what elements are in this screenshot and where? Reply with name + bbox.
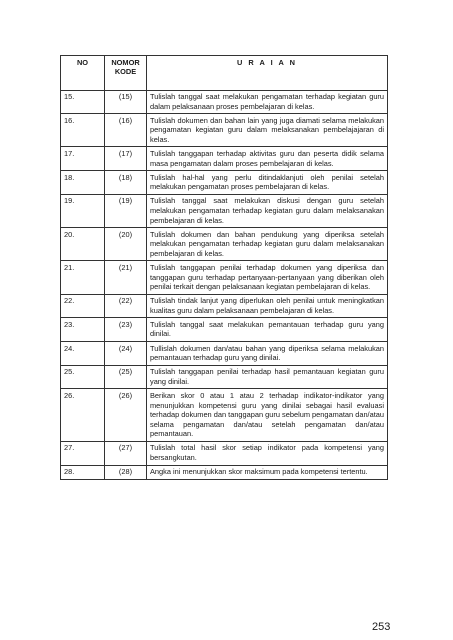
row-number: 15. [61,90,105,114]
table-row [61,342,388,366]
row-number: 17. [61,147,105,171]
row-number: 23. [61,318,105,342]
row-description: Tulislah tanggal saat melakukan pengamatan terhadap kegiatan guru dalam pelaksanaan proses pembelajaran di kelas. [147,90,388,114]
row-number: 16. [61,114,105,147]
row-code: (23) [105,318,147,342]
row-number: 25. [61,365,105,389]
row-description: Tulislah total hasil skor setiap indikator pada kompetensi yang bersangkutan. [147,441,388,465]
row-number: 18. [61,171,105,195]
header-nomor-kode: NOMOR KODE [105,56,147,91]
row-code: (19) [105,194,147,227]
table-row [61,441,388,465]
row-description: Tulislah hal-hal yang perlu ditindaklanjuti oleh penilai setelah melakukan pengamatan proses pembelajaran di kelas. [147,171,388,195]
row-description: Tulislah dokumen dan bahan lain yang juga diamati selama melakukan pengamatan kegiatan guru dalam melaksanakan pembelajajaran di kelas. [147,114,388,147]
table-row [61,465,388,479]
table-header-row [61,56,388,91]
row-code: (17) [105,147,147,171]
table-row [61,194,388,227]
table-row [61,294,388,318]
row-description: Tulislah tanggapan penilai terhadap dokumen yang diperiksa dan tanggapan guru terhadap pertanyaan-pertanyaan yang diberikan oleh penilai terkait dengan pelaksanaan kegiatan pembelajaran di kelas. [147,261,388,294]
row-code: (27) [105,441,147,465]
table-row [61,114,388,147]
header-no: NO [61,56,105,91]
row-description: Tullislah dokumen dan/atau bahan yang diperiksa selama melakukan pemantauan terhadap guru yang dinilai. [147,342,388,366]
row-description: Tulislah dokumen dan bahan pendukung yang diperiksa setelah melakukan pengamatan terhadap kegiatan guru dalam melaksanakan pembelajaran di kelas. [147,228,388,261]
row-code: (26) [105,389,147,441]
row-description: Tulislah tindak lanjut yang diperlukan oleh penilai untuk meningkatkan kualitas guru dalam pelaksanaan pembelajaran di kelas. [147,294,388,318]
row-description: Tulislah tanggal saat melakukan pemantauan terhadap guru yang dinilai. [147,318,388,342]
row-description: Berikan skor 0 atau 1 atau 2 terhadap indikator-indikator yang menunjukkan kompetensi guru yang dinilai sebagai hasil evaluasi terhadap dokumen dan tanggapan guru sebelum pengamatan dan/atau selama pengamatan dan/atau setelah pengamatan dan/atau pemantauan. [147,389,388,441]
row-number: 20. [61,228,105,261]
row-code: (25) [105,365,147,389]
row-code: (21) [105,261,147,294]
row-description: Tulislah tanggapan penilai terhadap hasil pemantauan kegiatan guru yang dinilai. [147,365,388,389]
row-number: 28. [61,465,105,479]
page-number: 253 [372,621,391,633]
row-number: 26. [61,389,105,441]
row-description: Tulislah tanggal saat melakukan diskusi dengan guru setelah melakukan pengamatan terhadap kegiatan guru dalam melaksanakan pembelajaran di kelas. [147,194,388,227]
row-code: (28) [105,465,147,479]
table-row [61,228,388,261]
table-row [61,90,388,114]
row-number: 22. [61,294,105,318]
row-code: (18) [105,171,147,195]
header-uraian: U R A I A N [147,56,388,91]
row-description: Tulislah tanggapan terhadap aktivitas guru dan peserta didik selama masa pengamatan dalam proses pembelajaran di kelas. [147,147,388,171]
table-row [61,261,388,294]
row-description: Angka ini menunjukkan skor maksimum pada kompetensi tertentu. [147,465,388,479]
row-code: (24) [105,342,147,366]
table-row [61,171,388,195]
row-number: 21. [61,261,105,294]
row-code: (16) [105,114,147,147]
table-row [61,147,388,171]
row-number: 27. [61,441,105,465]
row-number: 24. [61,342,105,366]
table-body [61,90,388,479]
row-code: (15) [105,90,147,114]
row-number: 19. [61,194,105,227]
instruction-table [60,55,388,480]
table-row [61,318,388,342]
table-row [61,389,388,441]
row-code: (22) [105,294,147,318]
row-code: (20) [105,228,147,261]
table-row [61,365,388,389]
